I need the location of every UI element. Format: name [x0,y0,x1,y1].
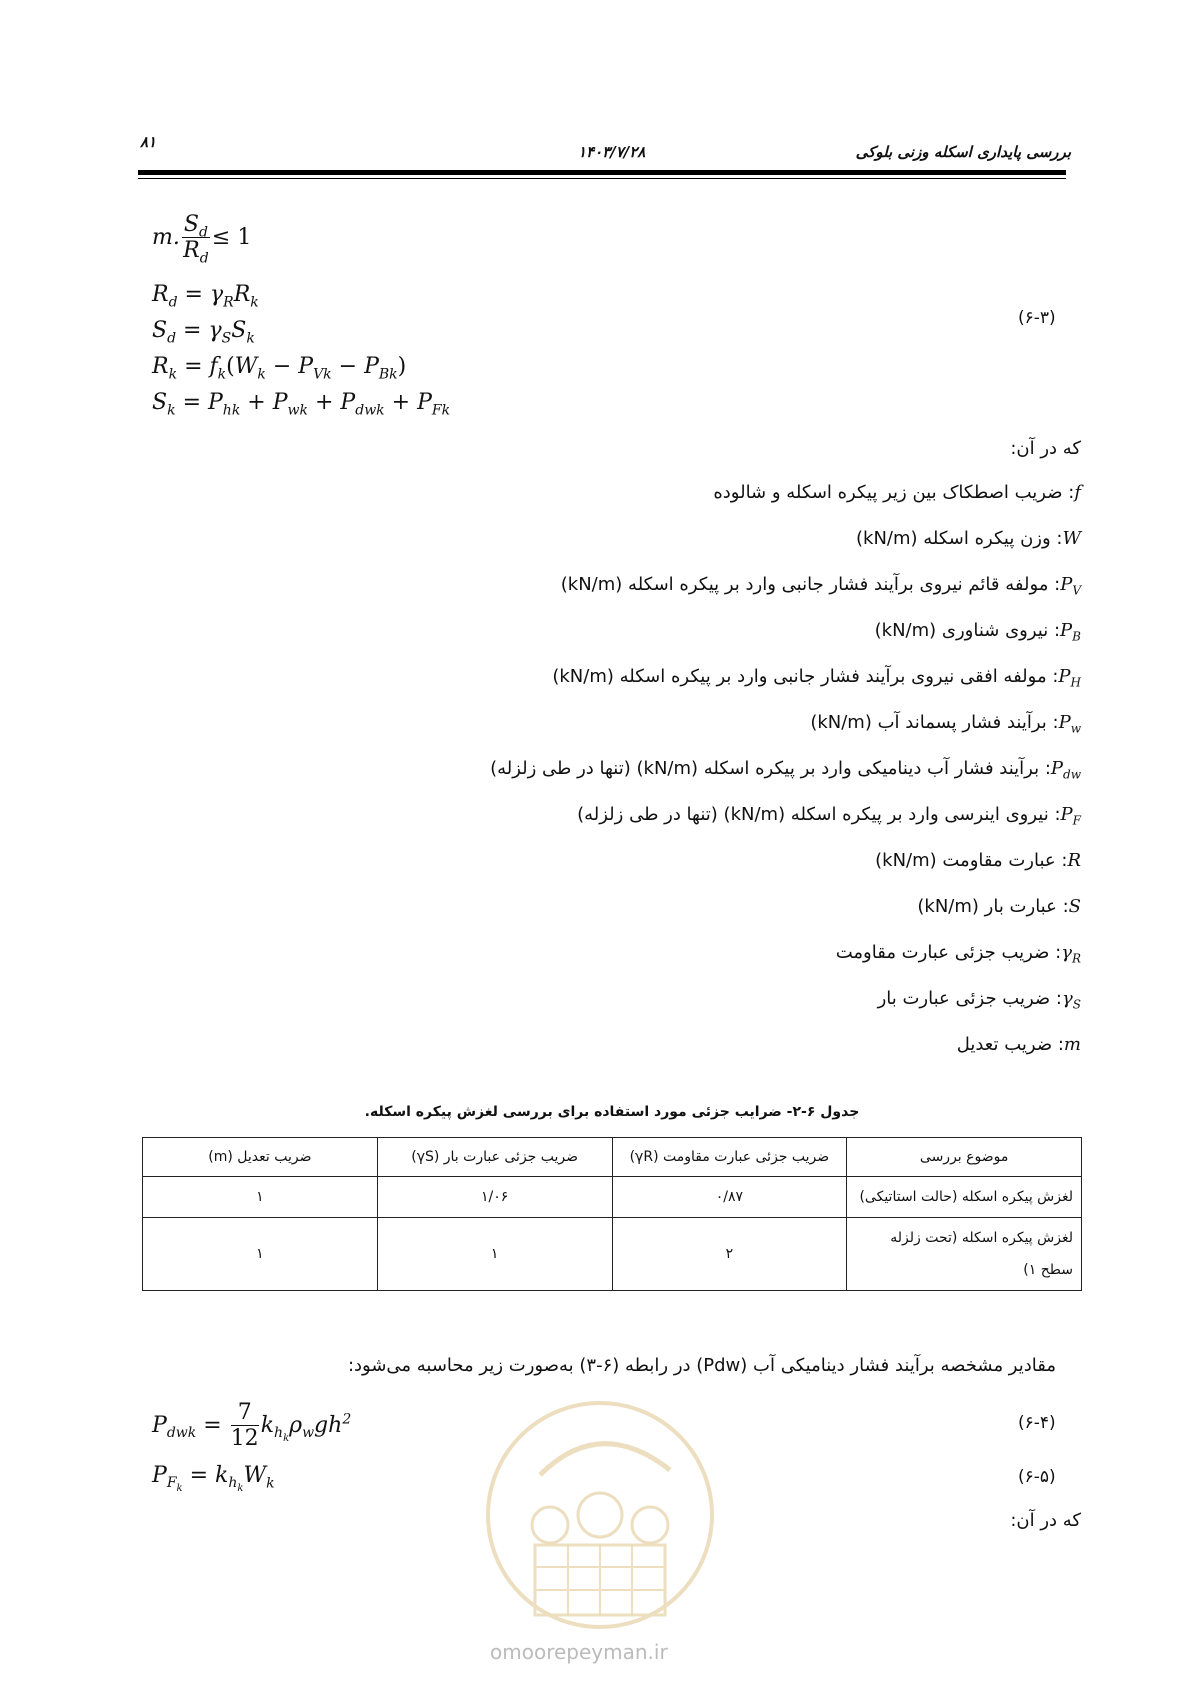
definition-text: ضریب جزئی عبارت بار [877,988,1051,1009]
definition-item: $P_B$: نیروی شناوری (kN/m) [874,620,1081,644]
definition-item: $\gamma_S$: ضریب جزئی عبارت بار [877,988,1081,1012]
where-label-2: که در آن: [1010,1510,1081,1531]
definition-item: m: ضریب تعدیل [956,1034,1081,1055]
definition-text: عبارت مقاومت (kN/m) [875,850,1056,871]
definition-item: $\gamma_R$: ضریب جزئی عبارت مقاومت [835,942,1081,966]
table-header-row [143,1138,1082,1177]
table-header: ضریب جزئی عبارت مقاومت (γR) [612,1138,847,1177]
definition-text: برآیند فشار پسماند آب (kN/m) [810,712,1047,733]
definition-symbol: m [1063,1034,1081,1055]
watermark-logo [480,1395,720,1635]
equation-number-6-3: (۶-۳) [1018,308,1056,328]
definition-text: نیروی شناوری (kN/m) [874,620,1049,641]
definition-item: $P_H$: مولفه افقی نیروی برآیند فشار جانبی وارد بر پیکره اسکله (kN/m) [552,666,1081,690]
table-cell: ۱ [143,1218,378,1291]
definition-symbol: W [1062,528,1081,549]
definition-text: مولفه افقی نیروی برآیند فشار جانبی وارد بر پیکره اسکله (kN/m) [552,666,1047,687]
equation-line-1: m. $\frac{S_d}{R_d}$ ≤ 1 [152,212,252,267]
definition-item: W: وزن پیکره اسکله (kN/m) [855,528,1081,549]
partial-factors-table [142,1137,1082,1291]
definition-text: مولفه قائم نیروی برآیند فشار جانبی وارد بر پیکره اسکله (kN/m) [560,574,1049,595]
header-date: ۱۴۰۳/۷/۲۸ [578,143,646,161]
definition-text: ضریب تعدیل [956,1034,1053,1055]
table-cell: ۱/۰۶ [377,1177,612,1218]
equation-line-4: $R_k = f_k(W_k - P_{Vk} - P_{Bk})$ [152,354,407,383]
definition-symbol: $P_w$ [1058,712,1081,736]
definition-item: $P_V$: مولفه قائم نیروی برآیند فشار جانبی وارد بر پیکره اسکله (kN/m) [560,574,1081,598]
equation-number-6-5: (۶-۵) [1018,1467,1056,1487]
definition-text: برآیند فشار آب دینامیکی وارد بر پیکره اسکله (kN/m) (تنها در طی زلزله) [490,758,1040,779]
where-label: که در آن: [1010,438,1081,459]
definition-text: ضریب جزئی عبارت مقاومت [835,942,1050,963]
equation-line-2: $R_d = \gamma_RR_k$ [152,282,259,311]
definition-symbol: $P_H$ [1058,666,1081,690]
table-cell: ۲ [612,1218,847,1291]
table-cell: لغزش پیکره اسکله (تحت زلزله سطح ۱) [847,1218,1082,1291]
table-cell: ۱ [143,1177,378,1218]
header-title: بررسی پایداری اسکله وزنی بلوکی [855,143,1071,161]
definition-symbol: $P_F$ [1060,804,1081,828]
definition-symbol: $\gamma_R$ [1061,942,1081,966]
definition-text: وزن پیکره اسکله (kN/m) [855,528,1051,549]
table-header: موضوع بررسی [847,1138,1082,1177]
definition-symbol: f [1074,482,1081,503]
equation-6-5: $P_{F_k} = k_{h_k}W_k$ [152,1463,275,1495]
definition-symbol: $P_B$ [1060,620,1081,644]
table-header: ضریب تعدیل (m) [143,1138,378,1177]
equation-number-6-4: (۶-۴) [1018,1413,1056,1433]
definition-item: f: ضریب اصطکاک بین زیر پیکره اسکله و شالوده [713,482,1081,503]
equation-6-4: $P_{dwk}$ = $\frac{7}{12}$ $k_{h_k}\rho_wgh^2$ [152,1400,352,1452]
definition-text: عبارت بار (kN/m) [917,896,1057,917]
definition-text: نیروی اینرسی وارد بر پیکره اسکله (kN/m) (تنها در طی زلزله) [577,804,1049,825]
table-header: ضریب جزئی عبارت بار (γS) [377,1138,612,1177]
definition-symbol: $P_V$ [1060,574,1081,598]
table-cell: لغزش پیکره اسکله (حالت استاتیکی) [847,1177,1082,1218]
definition-symbol: S [1068,896,1081,917]
header-rule-thick [138,170,1066,175]
table-row [143,1177,1082,1218]
definition-item: R: عبارت مقاومت (kN/m) [875,850,1081,871]
definition-symbol: R [1067,850,1081,871]
definition-item: $P_F$: نیروی اینرسی وارد بر پیکره اسکله (kN/m) (تنها در طی زلزله) [577,804,1081,828]
page-number: ۸۱ [140,133,157,151]
definition-symbol: $\gamma_S$ [1062,988,1081,1012]
definition-item: $P_{dw}$: برآیند فشار آب دینامیکی وارد بر پیکره اسکله (kN/m) (تنها در طی زلزله) [490,758,1081,782]
definition-symbol: $P_{dw}$ [1050,758,1081,782]
header-rule-thin [138,178,1066,179]
definition-item: $P_w$: برآیند فشار پسماند آب (kN/m) [810,712,1081,736]
watermark-site: omoorepeyman.ir [490,1640,668,1664]
equation-line-5: $S_k = P_{hk} + P_{wk} + P_{dwk} + P_{Fk}$ [152,390,451,419]
table-cell: ۱ [377,1218,612,1291]
table-caption: جدول ۶-۲- ضرایب جزئی مورد استفاده برای بررسی لغزش پیکره اسکله. [364,1104,860,1120]
definition-text: ضریب اصطکاک بین زیر پیکره اسکله و شالوده [713,482,1063,503]
table-cell: ۰/۸۷ [612,1177,847,1218]
equation-line-3: $S_d = \gamma_SS_k$ [152,318,255,347]
paragraph-text: مقادیر مشخصه برآیند فشار دینامیکی آب (Pdw) در رابطه (۶-۳) به‌صورت زیر محاسبه می‌شود: [347,1355,1056,1376]
table-row [143,1218,1082,1291]
definition-item: S: عبارت بار (kN/m) [917,896,1081,917]
